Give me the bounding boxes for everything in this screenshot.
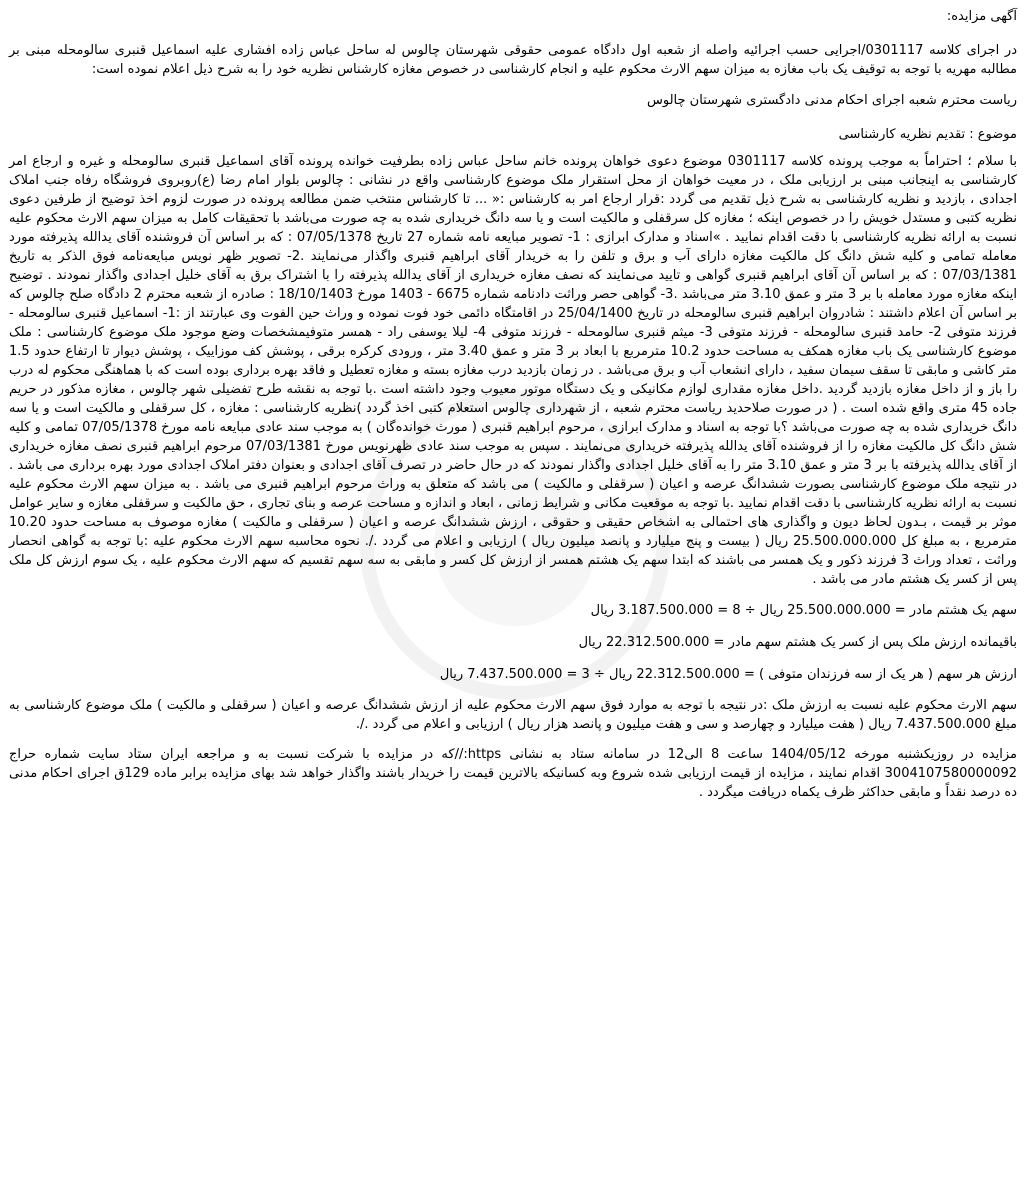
auction-details-paragraph: مزایده در روزیکشنبه مورخه 1404/05/12 ساعت 8 الی12 در سامانه ستاد به نشانی https://که در مزایده با شرکت نسبت به و مراجعه ایران ستاد سایت شماره حراج 3004107580000092 اقدام نمایند ، مزایده از قیمت ارزیابی شده شروع وبه کسانیکه بالاترین قیمت را خریدار باشند واگذار خواهد شد بهای مزایده برابر ماده 129ق اجرای احکام مدنی ده درصد نقداً و مابقی حداکثر ظرف یکماه دریافت میگردد .	[9, 747, 1017, 800]
calc-wife-share: سهم یک هشتم مادر = 25.500.000.000 ریال ÷ 8 = 3.187.500.000 ریال	[590, 603, 1017, 618]
calc-remaining-value: باقیمانده ارزش ملک پس از کسر یک هشتم سهم مادر = 22.312.500.000 ریال	[578, 635, 1017, 650]
addressee-line: ریاست محترم شعبه اجرای احکام مدنی دادگستری شهرستان چالوس	[647, 93, 1017, 108]
calc-each-share: ارزش هر سهم ( هر یک از سه فرزندان متوفی ) = 22.312.500.000 ریال ÷ 3 = 7.437.500.000 ریال	[439, 667, 1017, 682]
inheritance-result-paragraph: سهم الارث محکوم علیه نسبت به ارزش ملک :در نتیجه با توجه به موارد فوق سهم الارث محکوم علیه از ارزش ششدانگ عرصه و اعیان ( سرقفلی و مالکیت ) ملک موضوع کارشناسی به مبلغ 7.437.500.000 ریال ( هفت میلیارد و چهارصد و سی و هفت میلیون و پانصد هزار ریال ) ارزیابی و اعلام می گردد ./.	[9, 698, 1017, 732]
notice-title: آگهی مزایده:	[946, 9, 1017, 24]
expert-opinion-body: با سلام ؛ احتراماً به موجب پرونده کلاسه 0301117 موضوع دعوی خواهان پرونده خانم ساحل عباس زاده بطرفیت خوانده پرونده آقای اسماعیل قنبری سالومحله و غیره و ارجاع امر کارشناسی به اینجانب مبنی بر ارزیابی ملک ، در معیت خواهان از محل استقرار ملک موضوع کارشناسی واقع در نشانی : چالوس بلوار امام رضا (ع)روبروی فروشگاه رفاه جنب املاک اجدادی ، بازدید و نظریه کارشناسی به شرح ذیل تقدیم می گردد :قرار ارجاع امر به کارشناس :« ... تا کارشناس منتخب ضمن مطالعه پرونده در صورت لزوم اخذ توضیح از طرفین دعوی نظریه کتبی و مستدل خویش را در خصوص اینکه ؛ مغازه کل سرقفلی و مالکیت است و یا سه دانگ خریداری شده به چه صورت می‌باشد با تحقیقات کامل به میزان سهم الارث محکوم علیه نسبت به ارائه نظریه کارشناسی با دقت اقدام نمایید . »اسناد و مدارک ابرازی : 1- تصویر مبایعه نامه شماره 27 تاریخ 07/05/1378 : که بر اساس آن فروشنده آقای یدالله پذیرفته مورد معامله تمامی و کلیه شش دانگ کل مالکیت مغازه دارای آب و برق و تلفن را به خریدار آقای ابراهیم قنبری واگذار می‌نمایند .2- تصویر ظهر نویس مبایعه‌نامه فوق الذکر به تاریخ 07/03/1381 : که بر اساس آن آقای ابراهیم قنبری گواهی و تایید می‌نمایند که نصف مغازه خریداری از آقای یدالله پذیرفته را با اشتراک برق به آقای خلیل اجدادی واگذار نمودند . توضیح اینکه مغازه مورد معامله با بر 3 متر و عمق 3.10 متر می‌باشد .3- گواهی حصر وراثت دادنامه شماره 6675 - 1403 مورخ 18/10/1403 : صادره از شعبه محترم 2 دادگاه صلح چالوس که بر اساس آن اعلام داشتند : شادروان ابراهیم قنبری سالومحله در تاریخ 25/04/1400 در اقامتگاه دائمی خود فوت نموده و وراث حین الفوت وی عبارتند از :1- اسماعیل قنبری سالومحله - فرزند متوفی 2- حامد قنبری سالومحله - فرزند متوفی 3- میثم قنبری سالومحله - فرزند متوفی 4- لیلا یوسفی راد - همسر متوفیمشخصات وضع موجود ملک موضوع کارشناسی : ملک موضوع کارشناسی یک باب مغازه همکف به مساحت حدود 10.2 مترمربع با ابعاد بر 3 متر و عمق 3.40 متر ، ورودی کرکره برقی ، پوشش کف موزاییک ، پوشش دیوار تا ارتفاع حدود 1.5 متر کاشی و مابقی تا سقف سیمان سفید ، دارای انشعاب آب و برق می‌باشد . در زمان بازدید درب مغازه بسته و مغازه تعطیل و فاقد بهره برداری بوده است که با هماهنگی محکوم له درب را باز و از داخل مغازه بازدید گردید .داخل مغازه مقداری لوازم مکانیکی و یک دستگاه موتور معیوب وجود داشته است .با توجه به نقشه طرح تفضیلی شهر چالوس ، مغازه مذکور در حریم جاده 45 متری واقع شده است . ( در صورت صلاحدید ریاست محترم شعبه ، از شهرداری چالوس استعلام کتبی اخذ گردد )نظریه کارشناسی : مغازه ، کل سرقفلی و مالکیت است و یا سه دانگ خریداری شده به چه صورت می‌باشد ؟با توجه به اسناد و مدارک ابرازی ، مرحوم ابراهیم قنبری ( مورث خوانده‌گان ) به موجب سند عادی مبایعه نامه مورخ 07/05/1378 تمامی و کلیه شش دانگ کل مالکیت مغازه را از فروشنده آقای یدالله پذیرفته خریداری می‌نمایند . سپس به موجب سند عادی ظهرنویس مورخ 07/03/1381 مرحوم ابراهیم قنبری نصف مغازه خریداری از آقای یدالله پذیرفته با بر 3 متر و عمق 3.10 متر را به آقای خلیل اجدادی واگذار نمودند که در حال حاضر در تصرف آقای اجدادی و بعنوان دفتر املاک اجدادی مورد بهره برداری می باشد . در نتیجه ملک موضوع کارشناسی بصورت ششدانگ عرصه و اعیان ( سرقفلی و مالکیت ) می باشد که متعلق به وراث مرحوم ابراهیم قنبری می باشد . به میزان سهم الارث محکوم علیه نسبت به ارائه نظریه کارشناسی با دقت اقدام نمایید .با توجه به موقعیت مکانی و شرایط زمانی ، ابعاد و اندازه و مساحت عرصه و بنای تجاری ، حق مالکیت و سرقفلی مغازه و سایر عوامل موثر بر قیمت ، بـدون لحاظ دیون و واگذاری های احتمالی به اشخاص حقیقی و حقوقی ، ارزش ششدانگ عرصه و اعیان ( سرقفلی و مالکیت ) مغازه موصوف به مساحت حدود 10.20 مترمربع ، به مبلغ کل 25.500.000.000 ریال ( بیست و پنج میلیارد و پانصد میلیون ریال ) ارزیابی و اعلام می گردد ./. نحوه محاسبه سهم الارث محکوم علیه :با توجه به گواهی انحصار وراثت ، تعداد وراث 3 فرزند ذکور و یک همسر می باشند که ابتدا سهم یک هشتم همسر از ارزش کل کسر و مابقی به سه سهم تقسیم که سهم الارث محکوم علیه ، یک سوم ارزش کل ملک پس از کسر یک هشتم مادر می باشد .	[9, 154, 1018, 587]
intro-paragraph: در اجرای کلاسه 0301117/اجرایی حسب اجرائیه واصله از شعبه اول دادگاه عمومی حقوقی شهرستان چالوس له ساحل عباس زاده افشاری علیه اسماعیل قنبری سالومحله مبنی بر مطالبه مهریه با توجه به توقیف یک باب مغازه به میزان سهم الارث محکوم علیه و انجام کارشناسی در خصوص مغازه کارشناس نظریه خود را به شرح ذیل اعلام نموده است:	[9, 43, 1017, 77]
subject-line: موضوع : تقدیم نظریه کارشناسی	[838, 127, 1017, 142]
